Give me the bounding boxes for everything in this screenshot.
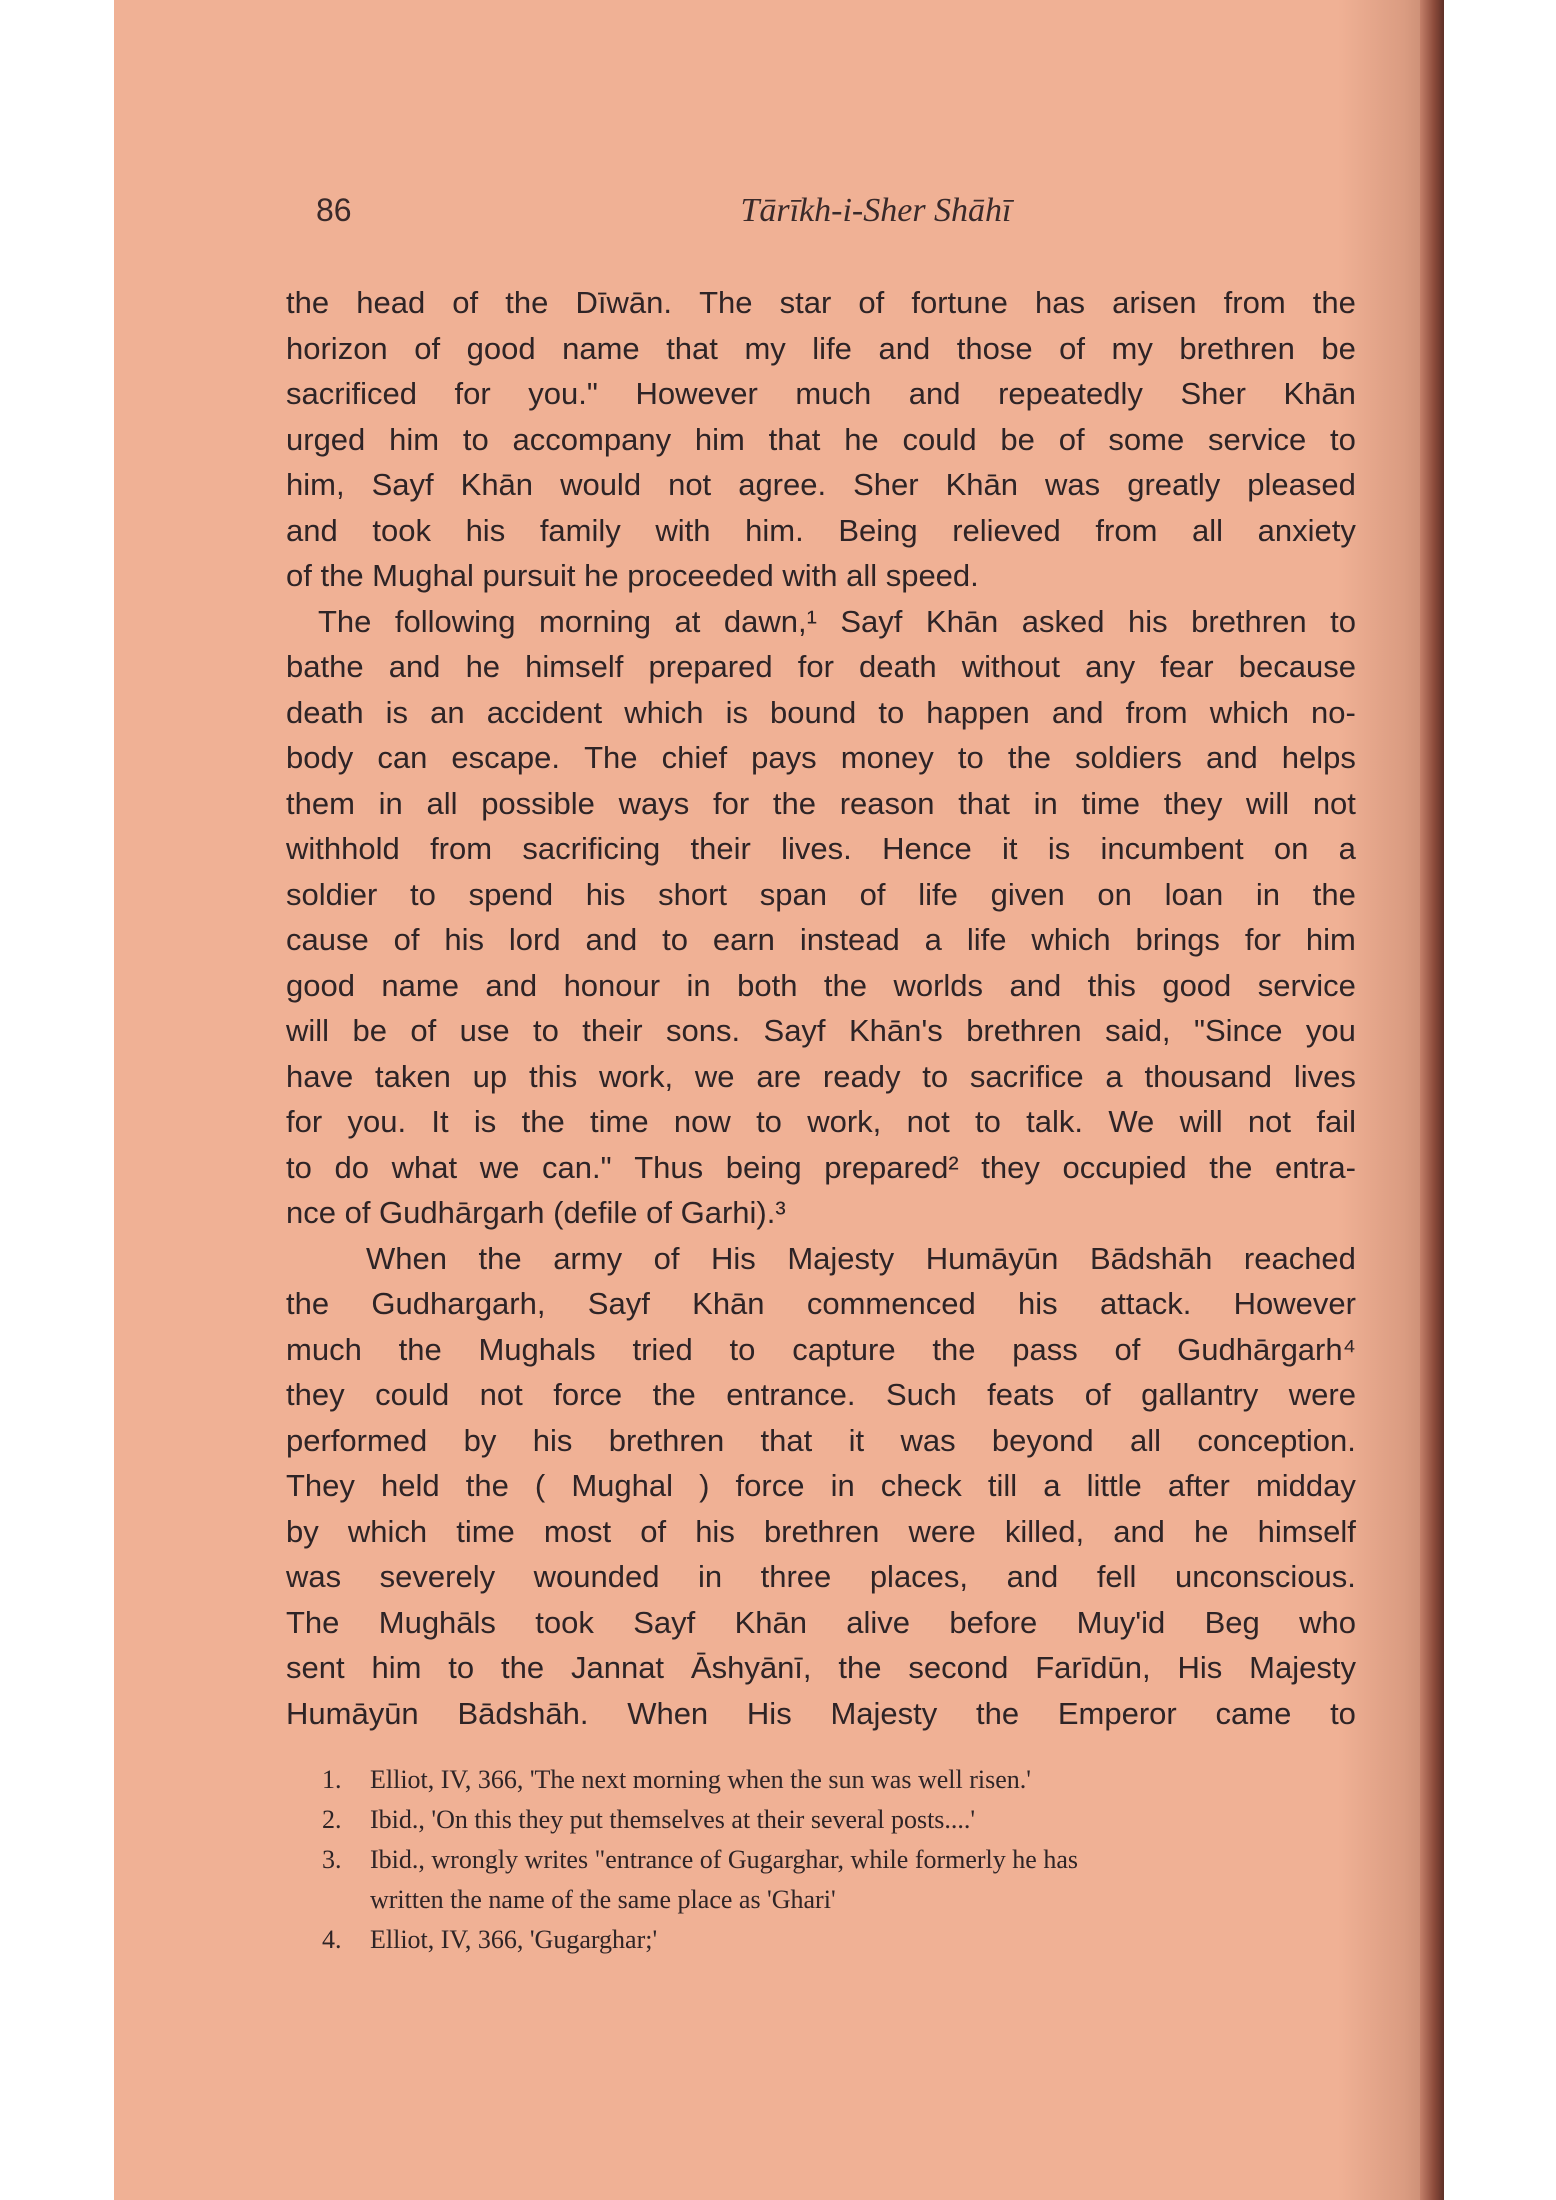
page-header bbox=[316, 192, 1356, 242]
text-line: bathe and he himself prepared for death without any fear because bbox=[286, 649, 1356, 684]
text-line: for you. It is the time now to work, not to talk. We will not fail bbox=[286, 1104, 1356, 1139]
running-title: Tārīkh-i-Sher Shāhī bbox=[740, 192, 1012, 229]
footnote-number: 3. bbox=[322, 1845, 342, 1874]
page-number: 86 bbox=[316, 192, 352, 228]
text-line: body can escape. The chief pays money to the soldiers and helps bbox=[286, 740, 1356, 775]
footnote bbox=[322, 1800, 1332, 1840]
text-line: Humāyūn Bādshāh. When His Majesty the Emperor came to bbox=[286, 1695, 1356, 1731]
text-line: horizon of good name that my life and those of my brethren be bbox=[286, 330, 1356, 366]
text-line: they could not force the entrance. Such feats of gallantry were bbox=[286, 1377, 1356, 1412]
footnote-text: Ibid., wrongly writes "entrance of Gugarghar, while formerly he has bbox=[370, 1845, 1078, 1874]
footnote-number: 1. bbox=[322, 1765, 342, 1794]
text-line: nce of Gudhārgarh (defile of Garhi).³ bbox=[286, 1195, 786, 1230]
text-line: The Mughāls took Sayf Khān alive before Muy'id Beg who bbox=[286, 1604, 1356, 1640]
footnote-text: Ibid., 'On this they put themselves at their several posts....' bbox=[370, 1805, 976, 1834]
footnote-number: 2. bbox=[322, 1805, 342, 1834]
text-line: will be of use to their sons. Sayf Khān's brethren said, "Since you bbox=[286, 1013, 1356, 1048]
book-spine-shadow bbox=[1420, 0, 1444, 2200]
text-line: performed by his brethren that it was beyond all conception. bbox=[286, 1422, 1356, 1458]
text-line: of the Mughal pursuit he proceeded with all speed. bbox=[286, 558, 979, 593]
text-line: to do what we can." Thus being prepared² they occupied the entra- bbox=[286, 1149, 1356, 1185]
footnote bbox=[322, 1840, 1332, 1880]
text-line: by which time most of his brethren were killed, and he himself bbox=[286, 1513, 1356, 1549]
footnote-number: 4. bbox=[322, 1925, 342, 1954]
text-line: soldier to spend his short span of life given on loan in the bbox=[286, 876, 1356, 912]
text-line: When the army of His Majesty Humāyūn Bādshāh reached bbox=[366, 1240, 1356, 1276]
text-line: much the Mughals tried to capture the pass of Gudhārgarh⁴ bbox=[286, 1331, 1356, 1367]
footnote-text: Elliot, IV, 366, 'The next morning when the sun was well risen.' bbox=[370, 1765, 1031, 1794]
text-line: The following morning at dawn,¹ Sayf Khān asked his brethren to bbox=[318, 603, 1356, 639]
text-line: urged him to accompany him that he could be of some service to bbox=[286, 421, 1356, 457]
text-line: They held the ( Mughal ) force in check till a little after midday bbox=[286, 1468, 1356, 1503]
footnote-text: Elliot, IV, 366, 'Gugarghar;' bbox=[370, 1925, 658, 1954]
footnote bbox=[322, 1760, 1332, 1800]
footnotes bbox=[322, 1760, 1332, 1960]
text-line: the Gudhargarh, Sayf Khān commenced his attack. However bbox=[286, 1286, 1356, 1321]
text-line: have taken up this work, we are ready to sacrifice a thousand lives bbox=[286, 1058, 1356, 1094]
text-line: them in all possible ways for the reason that in time they will not bbox=[286, 785, 1356, 821]
text-line: the head of the Dīwān. The star of fortune has arisen from the bbox=[286, 285, 1356, 320]
text-line: was severely wounded in three places, and fell unconscious. bbox=[286, 1559, 1356, 1594]
text-line: cause of his lord and to earn instead a life which brings for him bbox=[286, 922, 1356, 957]
footnote-continuation: written the name of the same place as 'Ghari' bbox=[370, 1885, 836, 1914]
body-text bbox=[286, 280, 1356, 1736]
text-line: sacrificed for you." However much and repeatedly Sher Khān bbox=[286, 376, 1356, 411]
text-line: withhold from sacrificing their lives. Hence it is incumbent on a bbox=[286, 831, 1356, 866]
text-line: good name and honour in both the worlds and this good service bbox=[286, 967, 1356, 1003]
text-line: sent him to the Jannat Āshyānī, the second Farīdūn, His Majesty bbox=[286, 1650, 1356, 1685]
text-line: and took his family with him. Being relieved from all anxiety bbox=[286, 512, 1356, 548]
footnote bbox=[322, 1920, 1332, 1960]
text-line: him, Sayf Khān would not agree. Sher Khān was greatly pleased bbox=[286, 467, 1356, 502]
text-line: death is an accident which is bound to happen and from which no- bbox=[286, 694, 1356, 730]
